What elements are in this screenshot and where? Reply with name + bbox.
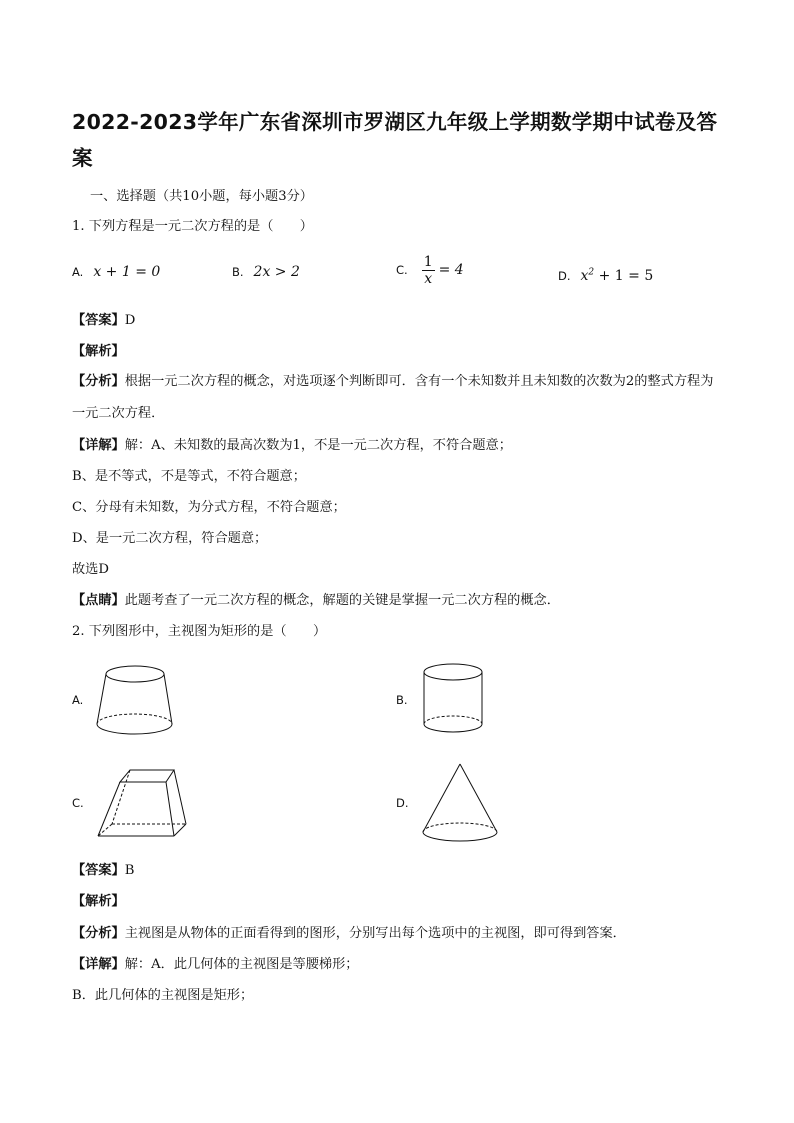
option-label: C. <box>396 263 408 277</box>
q2-fenxi <box>72 925 626 943</box>
option-expression: = 4 <box>438 262 464 278</box>
option-expression <box>581 268 654 284</box>
fenxi-tag: 【分析】 <box>72 926 125 941</box>
q1-option-b <box>232 263 300 282</box>
answer-value: B <box>124 863 135 878</box>
q2-stem: 2. 下列图形中，主视图为矩形的是（ ） <box>72 624 327 639</box>
q1-conclusion: 故选D <box>72 562 109 577</box>
q2-label-b: B. <box>396 693 408 707</box>
q2-label-a: A. <box>72 693 84 707</box>
dianjing-tag: 【点睛】 <box>72 593 125 608</box>
fraction <box>422 254 435 287</box>
frustum-prism-figure <box>94 766 190 842</box>
answer-value: D <box>124 313 136 328</box>
fraction-denominator: x <box>424 271 433 287</box>
option-expression: 2x > 2 <box>253 264 300 280</box>
base: x <box>580 267 589 284</box>
frustum-cone-figure <box>92 660 178 742</box>
dianjing-text: 此题考查了一元二次方程的概念，解题的关键是掌握一元二次方程的概念． <box>124 593 560 608</box>
q1-fenxi <box>72 366 724 430</box>
cone-figure <box>418 760 502 848</box>
q1-line-b: B、是不等式，不是等式，不符合题意； <box>72 469 306 484</box>
xiangjie-tag: 【详解】 <box>72 438 125 453</box>
fraction-numerator: 1 <box>423 254 433 270</box>
q1-option-a <box>72 263 160 282</box>
q1-option-c <box>396 254 464 287</box>
fenxi-tag: 【分析】 <box>72 374 125 389</box>
analysis-tag: 【解析】 <box>72 894 125 909</box>
section-heading: 一、选择题（共10小题，每小题3分） <box>90 189 313 204</box>
option-expression: x + 1 = 0 <box>93 264 161 280</box>
answer-tag: 【答案】 <box>72 313 125 328</box>
q2-xiangjie <box>72 956 358 974</box>
q1-dianjing <box>72 592 560 610</box>
answer-tag: 【答案】 <box>72 863 125 878</box>
q1-line-c: C、分母有未知数，为分式方程，不符合题意； <box>72 500 346 515</box>
xiangjie-tag: 【详解】 <box>72 957 125 972</box>
option-label: D. <box>558 268 571 283</box>
q1-line-d: D、是一元二次方程，符合题意； <box>72 531 268 546</box>
q2-answer <box>72 862 134 880</box>
fenxi-text: 根据一元二次方程的概念，对选项逐个判断即可．含有一个未知数并且未知数的次数为2的整式方程为一元二次方程． <box>72 374 714 421</box>
q1-analysis-heading <box>72 343 125 361</box>
expression-rest: + 1 = 5 <box>598 267 654 284</box>
xiangjie-text: 解：A、未知数的最高次数为1，不是一元二次方程，不符合题意； <box>124 438 512 453</box>
q2-label-d: D. <box>396 796 409 810</box>
option-label: A. <box>72 265 84 279</box>
cylinder-figure <box>418 660 488 740</box>
q2-analysis-heading <box>72 893 125 911</box>
option-label: B. <box>232 265 244 279</box>
page-title: 2022-2023学年广东省深圳市罗湖区九年级上学期数学期中试卷及答案 <box>72 110 718 170</box>
q2-line-b: B．此几何体的主视图是矩形； <box>72 988 254 1003</box>
xiangjie-text: 解：A．此几何体的主视图是等腰梯形； <box>124 957 359 972</box>
fenxi-text: 主视图是从物体的正面看得到的图形，分别写出每个选项中的主视图，即可得到答案． <box>124 926 626 941</box>
q1-answer <box>72 312 135 330</box>
exponent: 2 <box>588 267 595 277</box>
analysis-tag: 【解析】 <box>72 344 125 359</box>
q2-label-c: C. <box>72 796 84 810</box>
q1-stem: 1. 下列方程是一元二次方程的是（ ） <box>72 219 313 234</box>
q1-option-d <box>558 263 653 286</box>
q1-xiangjie <box>72 437 512 455</box>
